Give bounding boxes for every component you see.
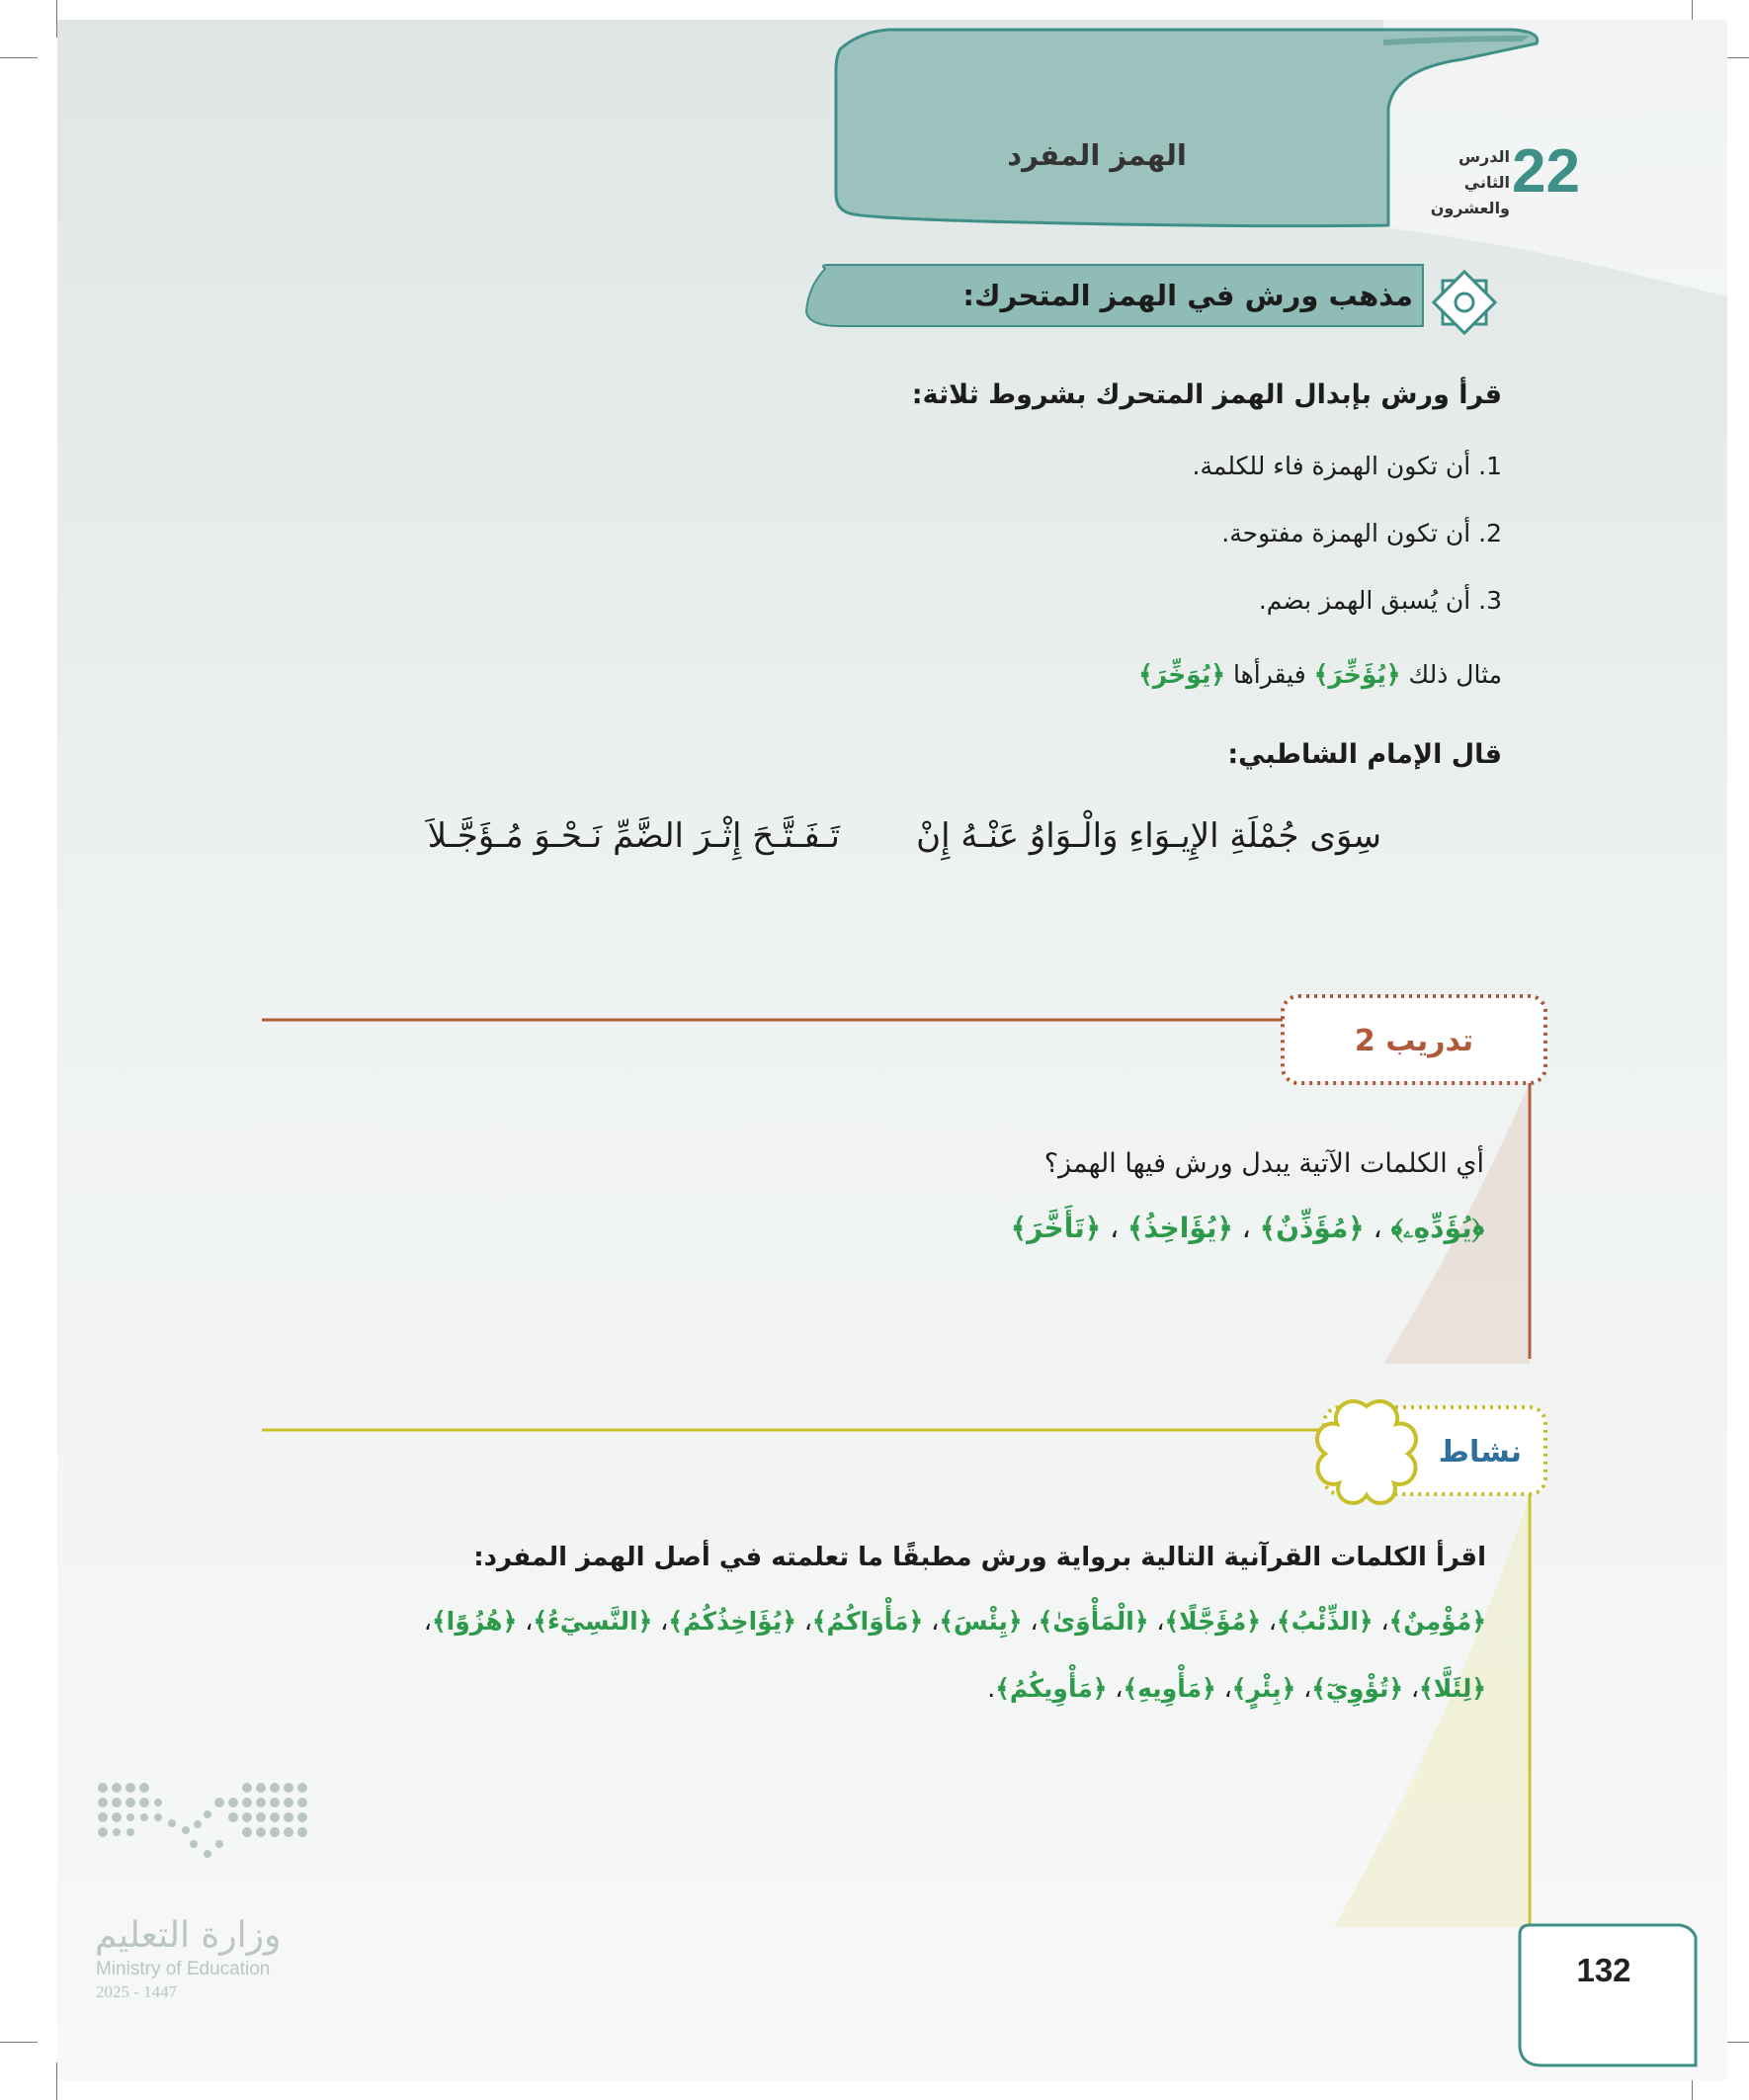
- activity-word: ﴿يُؤَاخِذُكُمُ﴾: [668, 1607, 796, 1636]
- training-word: ﴿يُؤَاخِذُ﴾: [1127, 1212, 1233, 1244]
- activity-word: ﴿مُؤْمِنٌ﴾: [1388, 1607, 1486, 1636]
- condition-2: 2. أن تكون الهمزة مفتوحة.: [1221, 519, 1502, 547]
- activity-word: ﴿مَأْوِيهِ﴾: [1123, 1674, 1216, 1703]
- separator: ،: [1110, 1212, 1120, 1244]
- training-word: ﴿يُؤَدِّهِۦ﴾: [1390, 1212, 1484, 1244]
- separator: ،: [1380, 1607, 1389, 1636]
- example-prefix: مثال ذلك: [1408, 660, 1502, 689]
- section-title: مذهب ورش في الهمز المتحرك:: [962, 279, 1413, 312]
- separator: ،: [1223, 1674, 1232, 1703]
- poem-hemistich-1: سِوَى جُمْلَةِ الإِيـوَاءِ وَالْـوَاوُ عَنْـهُ إِنْ: [916, 816, 1381, 856]
- separator: ،: [931, 1607, 940, 1636]
- activity-word: ﴿تُؤْوِيٓ﴾: [1311, 1674, 1404, 1703]
- separator: ،: [1030, 1607, 1039, 1636]
- activity-word: ﴿مُؤَجَّلًا﴾: [1164, 1607, 1261, 1636]
- page-number: 132: [1576, 1952, 1631, 1988]
- condition-3: 3. أن يُسبق الهمز بضم.: [1258, 586, 1502, 615]
- page-number-box: [1520, 1925, 1696, 2065]
- ministry-logo-icon: [98, 1783, 307, 1858]
- activity-word: ﴿مَأْوَاكُمُ﴾: [811, 1607, 924, 1636]
- activity-word: ﴿هُزُوًا﴾: [431, 1607, 518, 1636]
- intro-text: قرأ ورش بإبدال الهمز المتحرك بشروط ثلاثة:: [911, 379, 1502, 410]
- full-stop: .: [987, 1674, 996, 1703]
- separator: ،: [1156, 1607, 1165, 1636]
- training-word: ﴿مُؤَذِّنٌ﴾: [1259, 1212, 1365, 1244]
- example-word-1: ﴿يُؤَخِّرَ﴾: [1313, 660, 1401, 689]
- separator: ،: [1303, 1674, 1312, 1703]
- example-word-2: ﴿يُوَخِّرَ﴾: [1138, 660, 1226, 689]
- condition-1: 1. أن تكون الهمزة فاء للكلمة.: [1192, 452, 1502, 480]
- activity-word: ﴿بِئْرٍ﴾: [1231, 1674, 1296, 1703]
- example-line: [217, 660, 1502, 689]
- activity-word: ﴿النَّسِيٓءُ﴾: [533, 1607, 653, 1636]
- separator: ،: [1268, 1607, 1277, 1636]
- activity-words-line2: [182, 1674, 1486, 1703]
- lesson-label-line1: الدرس الثاني: [1458, 147, 1510, 192]
- separator: ،: [1241, 1212, 1251, 1244]
- activity-word: ﴿لِئَلَّا﴾: [1419, 1674, 1486, 1703]
- lesson-label: [1411, 144, 1510, 221]
- activity-instruction: اقرأ الكلمات القرآنية التالية برواية ورش مطبقًا ما تعلمته في أصل الهمز المفرد:: [473, 1543, 1486, 1572]
- training-question: أي الكلمات الآتية يبدل ورش فيها الهمز؟: [1043, 1148, 1484, 1179]
- lesson-label-line2: والعشرون: [1430, 199, 1510, 217]
- activity-words-line1: [182, 1607, 1486, 1636]
- poem-hemistich-2: تَـفَـتَّـحَ إِثْـرَ الضَّمِّ نَـحْـوَ مُـؤَجَّـلاَ: [427, 816, 840, 856]
- separator: ،: [1115, 1674, 1124, 1703]
- activity-label: نشاط: [1438, 1435, 1522, 1470]
- lesson-number: 22: [1512, 137, 1580, 206]
- example-middle: فيقرأها: [1232, 660, 1306, 689]
- shatibi-label: قال الإمام الشاطبي:: [1227, 739, 1502, 770]
- separator: ،: [1411, 1674, 1420, 1703]
- separator: ،: [423, 1607, 432, 1636]
- training-word: ﴿تَأَخَّرَ﴾: [1010, 1212, 1102, 1244]
- star-ornament-icon: [1434, 272, 1495, 333]
- separator: ،: [525, 1607, 534, 1636]
- activity-word: ﴿الْمَأْوَىٰ﴾: [1038, 1607, 1149, 1636]
- separator: ،: [660, 1607, 669, 1636]
- lesson-title: الهمز المفرد: [1007, 138, 1187, 172]
- training-label: تدريب 2: [1354, 1024, 1474, 1058]
- training-words: [200, 1212, 1484, 1245]
- ministry-name-english: Ministry of Education: [96, 1959, 271, 1979]
- activity-word: ﴿مَأْوِيكُمُ﴾: [995, 1674, 1108, 1703]
- activity-word: ﴿يِئْسَ﴾: [939, 1607, 1023, 1636]
- ministry-name-arabic: وزارة التعليم: [95, 1915, 282, 1956]
- edition-year: 2025 - 1447: [96, 1982, 178, 2001]
- activity-word: ﴿الذِّئْبُ﴾: [1276, 1607, 1374, 1636]
- separator: ،: [1373, 1212, 1382, 1244]
- separator: ،: [803, 1607, 812, 1636]
